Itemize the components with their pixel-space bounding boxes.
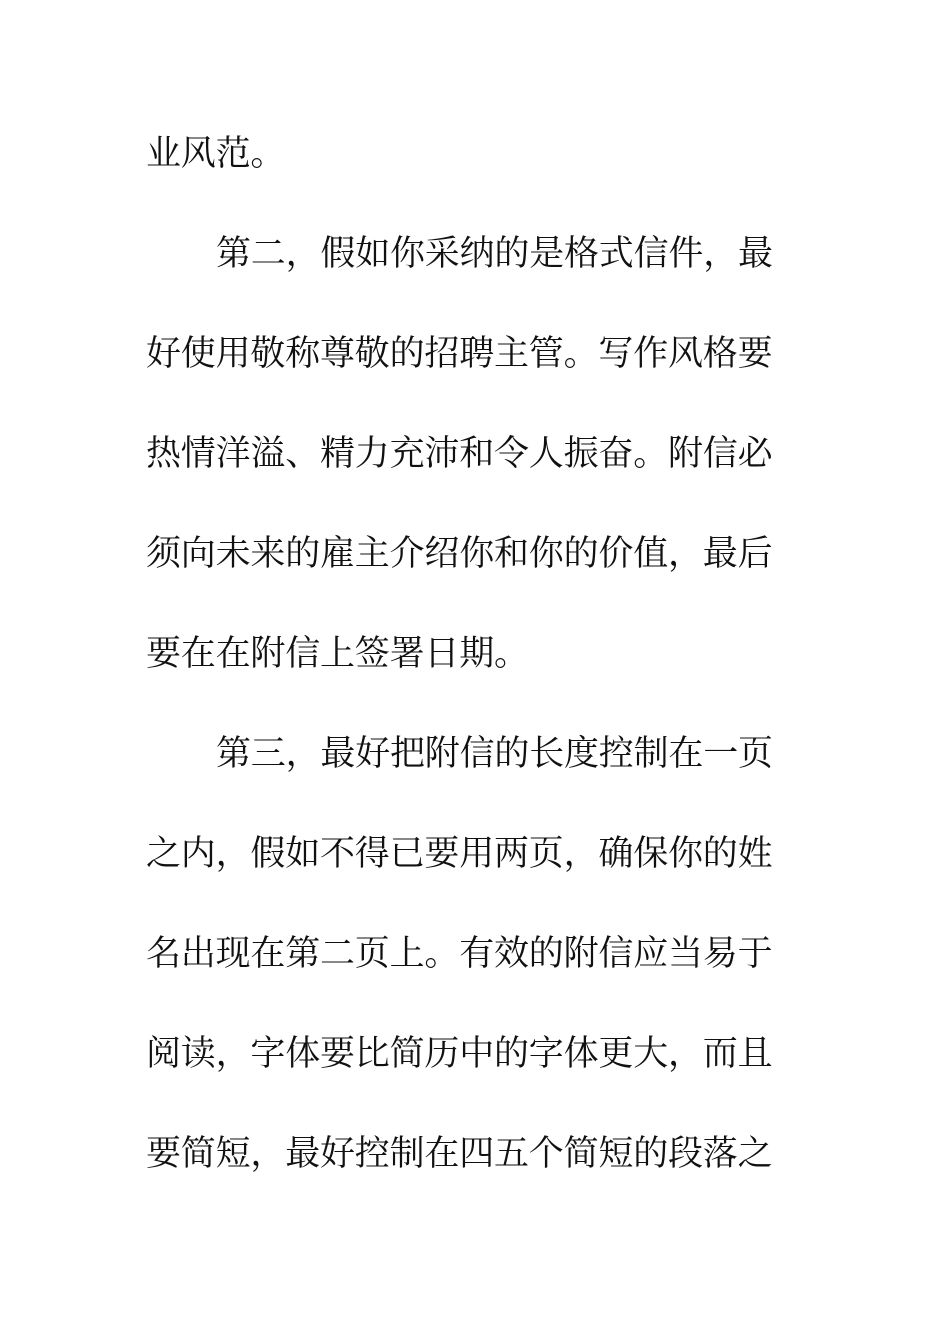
- paragraph-line-continuation: 业风范。: [146, 134, 286, 174]
- paragraph-three-line: 名出现在第二页上。有效的附信应当易于: [146, 934, 773, 974]
- paragraph-two-last-line: 要在在附信上签署日期。: [146, 634, 529, 674]
- paragraph-three-line: 之内，假如不得已要用两页，确保你的姓: [146, 834, 773, 874]
- paragraph-three-line: 要简短，最好控制在四五个简短的段落之: [146, 1134, 773, 1174]
- paragraph-three-line: 阅读，字体要比简历中的字体更大，而且: [146, 1034, 773, 1074]
- paragraph-three-first-line: 第三，最好把附信的长度控制在一页: [216, 734, 773, 774]
- paragraph-two-first-line: 第二，假如你采纳的是格式信件，最: [216, 234, 773, 274]
- paragraph-two-line: 热情洋溢、精力充沛和令人振奋。附信必: [146, 434, 773, 474]
- document-body: [146, 122, 786, 1222]
- paragraph-two-line: 须向未来的雇主介绍你和你的价值，最后: [146, 534, 773, 574]
- paragraph-two-line: 好使用敬称尊敬的招聘主管。写作风格要: [146, 334, 773, 374]
